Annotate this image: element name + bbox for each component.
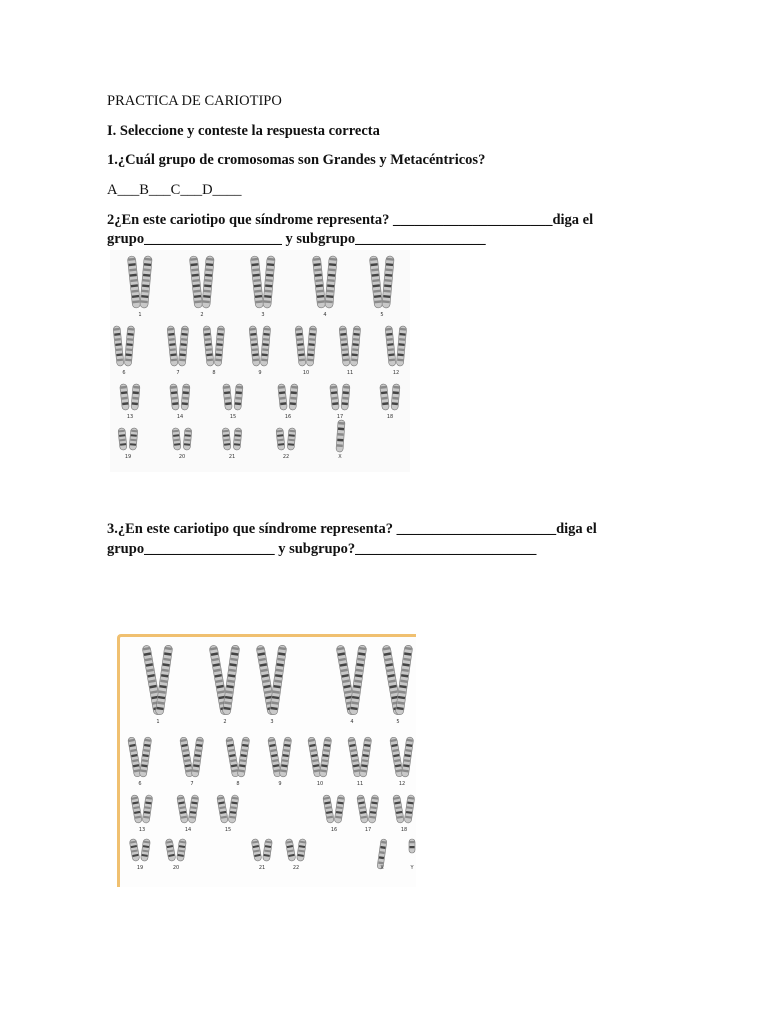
chromosome-12-b: [401, 737, 413, 778]
chromosome-8-a: [203, 326, 214, 367]
chromosome-4-b: [325, 256, 338, 308]
chromosome-1-b: [155, 645, 173, 715]
karyotype-1-label-13: 13: [126, 414, 134, 420]
chromosome-2-a: [189, 256, 202, 309]
karyotype-2-label-17: 17: [364, 827, 372, 833]
karyotype-2-label-Y: Y: [410, 865, 414, 871]
karyotype-1-label-1: 1: [138, 312, 142, 318]
karyotype-2-label-12: 12: [398, 781, 406, 787]
chromosome-22-a: [276, 428, 285, 451]
chromosome-18-b: [391, 384, 400, 411]
karyotype-1-label-7: 7: [176, 370, 180, 376]
chromosome-21-b: [233, 428, 242, 451]
chromosome-20-b: [183, 428, 192, 451]
chromosome-11-a: [348, 737, 362, 778]
karyotype-2-label-9: 9: [278, 781, 282, 787]
karyotype-2-label-2: 2: [223, 719, 227, 725]
karyotype-2-label-19: 19: [136, 865, 144, 871]
chromosome-20-b: [177, 839, 187, 862]
question-1-options: A___B___C___D____: [107, 182, 242, 198]
karyotype-2-label-15: 15: [224, 827, 232, 833]
chromosome-9-a: [249, 326, 260, 367]
chromosome-21-a: [251, 839, 262, 862]
chromosome-12-a: [385, 326, 396, 367]
chromosome-8-b: [237, 737, 249, 778]
chromosome-17-a: [357, 795, 369, 824]
chromosome-7-b: [191, 737, 203, 778]
chromosome-19-b: [129, 428, 138, 451]
karyotype-2-label-3: 3: [270, 719, 274, 725]
karyotype-image-1: [110, 250, 410, 472]
karyotype-2-label-21: 21: [258, 865, 266, 871]
chromosome-10-b: [319, 737, 331, 778]
chromosome-13-b: [131, 384, 140, 411]
chromosome-22-b: [297, 839, 307, 862]
karyotype-1-label-X: X: [338, 454, 342, 460]
chromosome-16-a: [323, 795, 335, 824]
chromosome-2-b: [202, 256, 215, 308]
karyotype-1-label-16: 16: [284, 414, 292, 420]
karyotype-2-label-22: 22: [292, 865, 300, 871]
karyotype-1-label-9: 9: [258, 370, 262, 376]
chromosome-20-a: [172, 428, 181, 451]
chromosome-22-b: [287, 428, 296, 451]
question-3-line-2: grupo__________________ y subgrupo?_________________________: [107, 541, 537, 557]
chromosome-3-a: [250, 256, 263, 309]
chromosome-13-b: [142, 795, 153, 824]
chromosome-7-b: [178, 326, 188, 366]
chromosome-Y: [409, 839, 415, 853]
chromosome-14-a: [170, 384, 180, 411]
chromosome-16-a: [278, 384, 288, 411]
chromosome-15-b: [228, 795, 239, 824]
instruction-text: I. Seleccione y conteste la respuesta correcta: [107, 123, 380, 139]
chromosome-13-a: [120, 384, 130, 411]
chromosome-16-b: [334, 795, 345, 824]
chromosome-3-b: [269, 645, 287, 715]
karyotype-1-label-21: 21: [228, 454, 236, 460]
chromosome-4-a: [312, 256, 325, 309]
chromosome-1-b: [140, 256, 153, 308]
chromosome-21-a: [222, 428, 231, 451]
karyotype-1-label-18: 18: [386, 414, 394, 420]
chromosome-8-b: [214, 326, 224, 366]
karyotype-1-label-11: 11: [346, 370, 354, 376]
chromosome-7-a: [167, 326, 178, 367]
chromosome-22-a: [285, 839, 296, 862]
karyotype-1-label-15: 15: [229, 414, 237, 420]
chromosome-9-a: [268, 737, 282, 778]
chromosome-14-b: [188, 795, 199, 824]
karyotype-2-label-14: 14: [184, 827, 192, 833]
chromosome-6-b: [139, 737, 151, 778]
question-3-line-1: 3.¿En este cariotipo que síndrome representa? ______________________diga el: [107, 521, 597, 537]
karyotype-2-label-4: 4: [350, 719, 354, 725]
chromosome-17-a: [330, 384, 340, 411]
chromosome-10-a: [295, 326, 306, 367]
chromosome-15-a: [217, 795, 229, 824]
chromosome-19-b: [141, 839, 151, 862]
karyotype-2-svg: [120, 637, 416, 887]
question-2-line-2: grupo___________________ y subgrupo__________________: [107, 231, 486, 247]
chromosome-X: [336, 420, 345, 452]
chromosome-1-a: [127, 256, 140, 309]
karyotype-1-label-14: 14: [176, 414, 184, 420]
chromosome-18-a: [393, 795, 405, 824]
karyotype-2-label-13: 13: [138, 827, 146, 833]
chromosome-11-b: [359, 737, 371, 778]
chromosome-11-b: [350, 326, 360, 366]
chromosome-12-a: [390, 737, 404, 778]
page-title: PRACTICA DE CARIOTIPO: [107, 93, 282, 109]
karyotype-2-label-18: 18: [400, 827, 408, 833]
karyotype-1-label-10: 10: [302, 370, 310, 376]
karyotype-1-label-22: 22: [282, 454, 290, 460]
chromosome-15-a: [223, 384, 233, 411]
karyotype-2-label-11: 11: [356, 781, 364, 787]
karyotype-1-label-6: 6: [122, 370, 126, 376]
chromosome-14-a: [177, 795, 189, 824]
karyotype-2-label-1: 1: [156, 719, 160, 725]
chromosome-6-a: [113, 326, 124, 367]
karyotype-1-label-5: 5: [380, 312, 384, 318]
karyotype-2-label-20: 20: [172, 865, 180, 871]
chromosome-4-b: [349, 645, 367, 715]
chromosome-10-b: [306, 326, 316, 366]
question-1: 1.¿Cuál grupo de cromosomas son Grandes y Metacéntricos?: [107, 152, 486, 168]
karyotype-2-label-6: 6: [138, 781, 142, 787]
chromosome-8-a: [226, 737, 240, 778]
chromosome-2-b: [222, 645, 240, 715]
karyotype-1-label-4: 4: [323, 312, 327, 318]
chromosome-17-b: [341, 384, 350, 411]
karyotype-2-label-X: X: [380, 865, 384, 871]
chromosome-19-a: [129, 839, 140, 862]
chromosome-16-b: [289, 384, 298, 411]
karyotype-2-label-7: 7: [190, 781, 194, 787]
chromosome-11-a: [339, 326, 350, 367]
karyotype-2-label-5: 5: [396, 719, 400, 725]
chromosome-17-b: [368, 795, 379, 824]
chromosome-20-a: [165, 839, 176, 862]
karyotype-1-label-3: 3: [261, 312, 265, 318]
karyotype-1-svg: [110, 250, 410, 472]
chromosome-13-a: [131, 795, 143, 824]
karyotype-1-label-12: 12: [392, 370, 400, 376]
chromosome-18-a: [380, 384, 390, 411]
karyotype-1-label-20: 20: [178, 454, 186, 460]
karyotype-image-2: [117, 634, 416, 887]
chromosome-21-b: [263, 839, 273, 862]
karyotype-1-label-2: 2: [200, 312, 204, 318]
chromosome-15-b: [234, 384, 243, 411]
chromosome-5-a: [369, 256, 382, 309]
karyotype-1-label-8: 8: [212, 370, 216, 376]
chromosome-10-a: [308, 737, 322, 778]
karyotype-2-label-8: 8: [236, 781, 240, 787]
chromosome-7-a: [180, 737, 194, 778]
chromosome-18-b: [404, 795, 415, 824]
karyotype-2-label-10: 10: [316, 781, 324, 787]
chromosome-9-b: [279, 737, 291, 778]
chromosome-9-b: [260, 326, 270, 366]
chromosome-6-a: [128, 737, 142, 778]
question-2-line-1: 2¿En este cariotipo que síndrome representa? ______________________diga el: [107, 212, 594, 228]
chromosome-12-b: [396, 326, 406, 366]
karyotype-2-label-16: 16: [330, 827, 338, 833]
chromosome-14-b: [181, 384, 190, 411]
karyotype-1-label-17: 17: [336, 414, 344, 420]
chromosome-3-b: [263, 256, 276, 308]
chromosome-5-b: [395, 645, 413, 715]
chromosome-6-b: [124, 326, 134, 366]
chromosome-5-b: [382, 256, 395, 308]
chromosome-19-a: [118, 428, 127, 451]
karyotype-1-label-19: 19: [124, 454, 132, 460]
